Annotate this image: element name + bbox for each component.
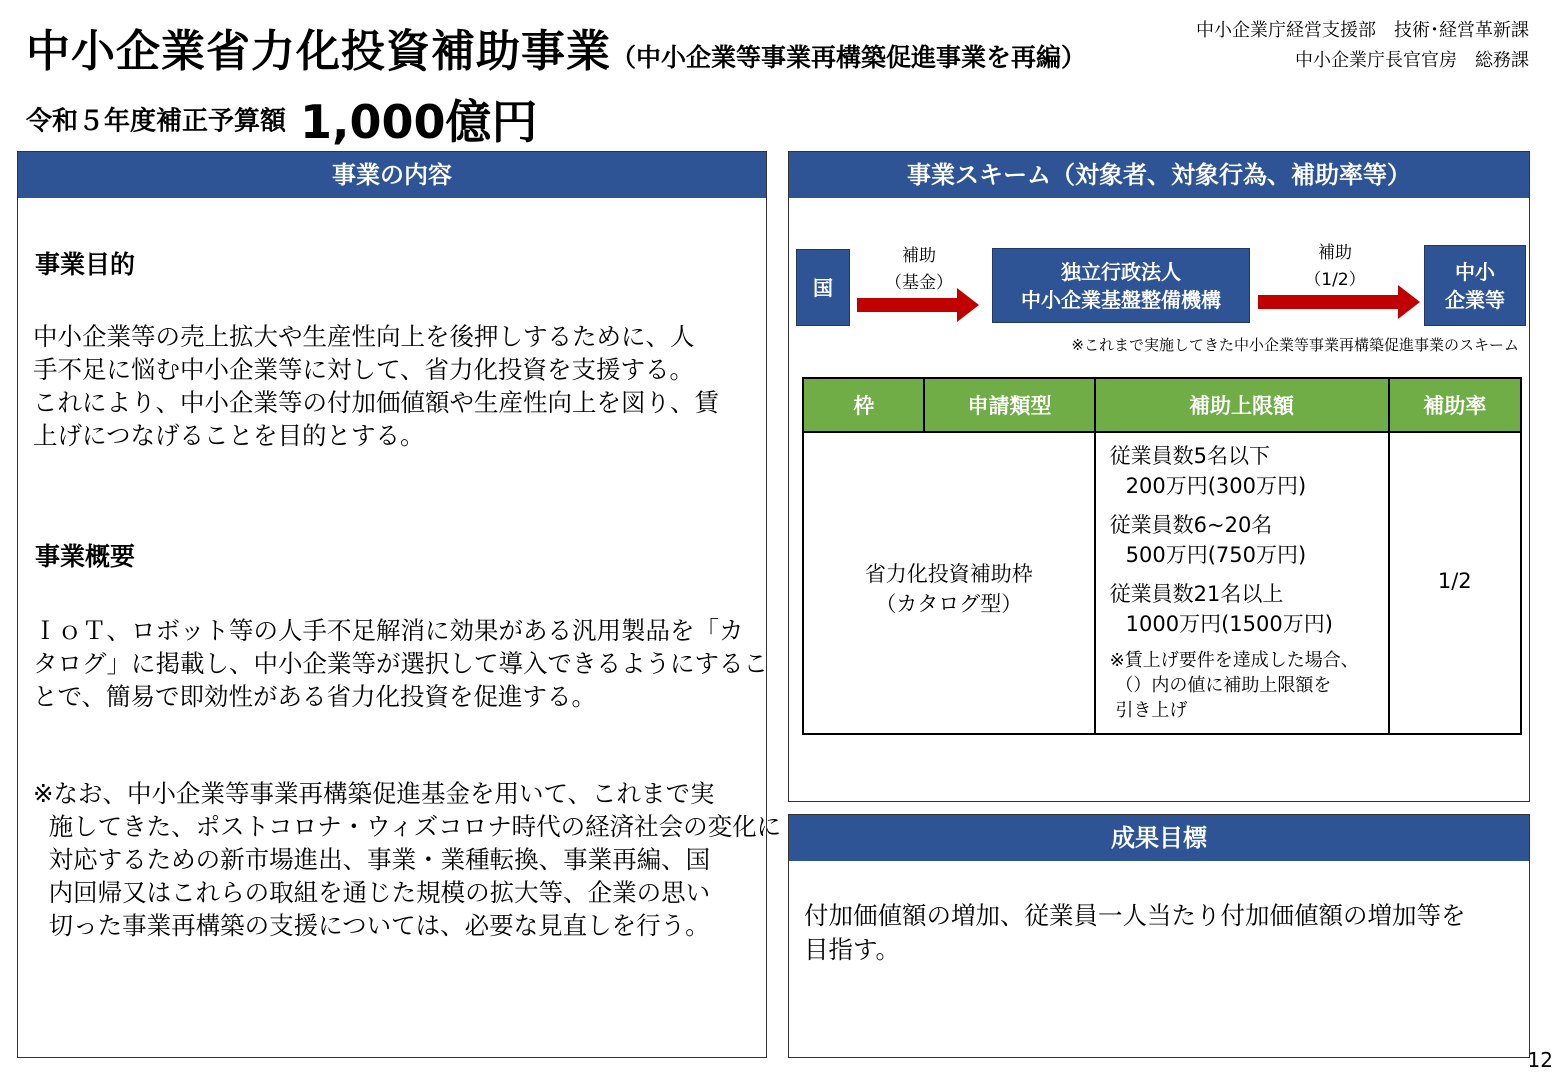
rate-cell: 1/2: [1389, 432, 1521, 734]
budget-amount: 1,000億円: [300, 95, 538, 149]
budget-label: 令和５年度補正予算額: [26, 106, 287, 137]
agency-box: [992, 248, 1250, 323]
title-sub: （中小企業等事業再構築促進事業を再編）: [611, 43, 1087, 72]
budget: [26, 86, 538, 152]
table-header-frame: 枠: [803, 378, 924, 432]
overview-title: 事業概要: [35, 542, 136, 571]
department-info: [1196, 16, 1529, 76]
arrow2-label-line2: （1/2）: [1304, 270, 1366, 290]
frame-line1: 省力化投資補助枠: [864, 562, 1033, 586]
scheme-panel: [788, 151, 1530, 802]
goal-panel: [788, 814, 1530, 1058]
limit-item: [1110, 579, 1378, 639]
frame-cell: [803, 432, 1095, 734]
country-box: [796, 249, 850, 326]
subsidy-table: [802, 377, 1522, 735]
arrow-right-icon: [1258, 283, 1422, 321]
table-header-rate: 補助率: [1389, 378, 1521, 432]
limit-cell: [1095, 432, 1389, 734]
goal-header: 成果目標: [789, 815, 1529, 861]
agency-line1: 独立行政法人: [1061, 259, 1181, 284]
department-line-1: 中小企業庁経営支援部 技術･経営革新課: [1196, 20, 1529, 41]
table-row: [803, 432, 1521, 734]
limit-label: 従業員数6~20名: [1109, 513, 1273, 537]
sme-line2: 企業等: [1445, 287, 1505, 312]
limit-note: ※賃上げ要件を達成した場合、 （）内の値に補助上限額を 引き上げ: [1109, 650, 1359, 721]
limit-label: 従業員数5名以下: [1109, 444, 1270, 468]
table-header-row: [803, 378, 1521, 432]
limit-amount: 1000万円(1500万円): [1125, 612, 1333, 636]
business-content-panel: [17, 151, 782, 1058]
page-title: [26, 26, 1086, 84]
revision-note: ※なお、中小企業等事業再構築促進基金を用いて、これまで実 施してきた、ポストコロナ・ウィズコロナ時代の経済社会の変化に 対応するための新市場進出、事業・業種転換、事業再編、国 内回帰又はこれらの取組を通じた規模の拡大等、企業の思い 切った事業再構築の支援については、必要な見直しを行う。: [33, 779, 782, 940]
agency-line2: 中小企業基盤整備機構: [1021, 287, 1221, 312]
overview-text: ＩｏＴ、ロボット等の人手不足解消に効果がある汎用製品を「カ タログ」に掲載し、中小企業等が選択して導入できるようにするこ とで、簡易で即効性がある省力化投資を促進する。: [33, 616, 768, 711]
country-label: 国: [813, 275, 833, 300]
page-number: 12: [1527, 1048, 1553, 1072]
limit-label: 従業員数21名以上: [1109, 582, 1284, 606]
table-header-limit: 補助上限額: [1095, 378, 1389, 432]
table-header-type: 申請類型: [924, 378, 1094, 432]
title-main: 中小企業省力化投資補助事業: [26, 26, 611, 77]
arrow2-label-line1: 補助: [1318, 243, 1352, 263]
arrow1-label-line2: （基金）: [885, 273, 953, 293]
frame-line2: （カタログ型）: [875, 592, 1023, 616]
limit-amount: 500万円(750万円): [1125, 543, 1307, 567]
goal-text: 付加価値額の増加、従業員一人当たり付加価値額の増加等を 目指す。: [804, 901, 1466, 964]
limit-item: [1110, 441, 1378, 501]
arrow-right-icon: [857, 286, 981, 324]
arrow1-label-line1: 補助: [902, 246, 936, 266]
purpose-text: 中小企業等の売上拡大や生産性向上を後押しするために、人 手不足に悩む中小企業等に対して、省力化投資を支援する。 これにより、中小企業等の付加価値額や生産性向上を図り、賃 上げにつなげることを目的とする。: [33, 322, 719, 450]
department-line-2: 中小企業庁長官官房 総務課: [1295, 50, 1529, 71]
sme-box: [1424, 245, 1526, 326]
limit-amount: 200万円(300万円): [1125, 474, 1307, 498]
limit-item: [1110, 510, 1378, 570]
scheme-header: 事業スキーム（対象者、対象行為、補助率等）: [789, 152, 1529, 198]
scheme-note: ※これまで実施してきた中小企業等事業再構築促進事業のスキーム: [1071, 336, 1519, 354]
purpose-title: 事業目的: [35, 250, 136, 279]
business-content-header: 事業の内容: [18, 152, 766, 198]
sme-line1: 中小: [1455, 259, 1495, 284]
